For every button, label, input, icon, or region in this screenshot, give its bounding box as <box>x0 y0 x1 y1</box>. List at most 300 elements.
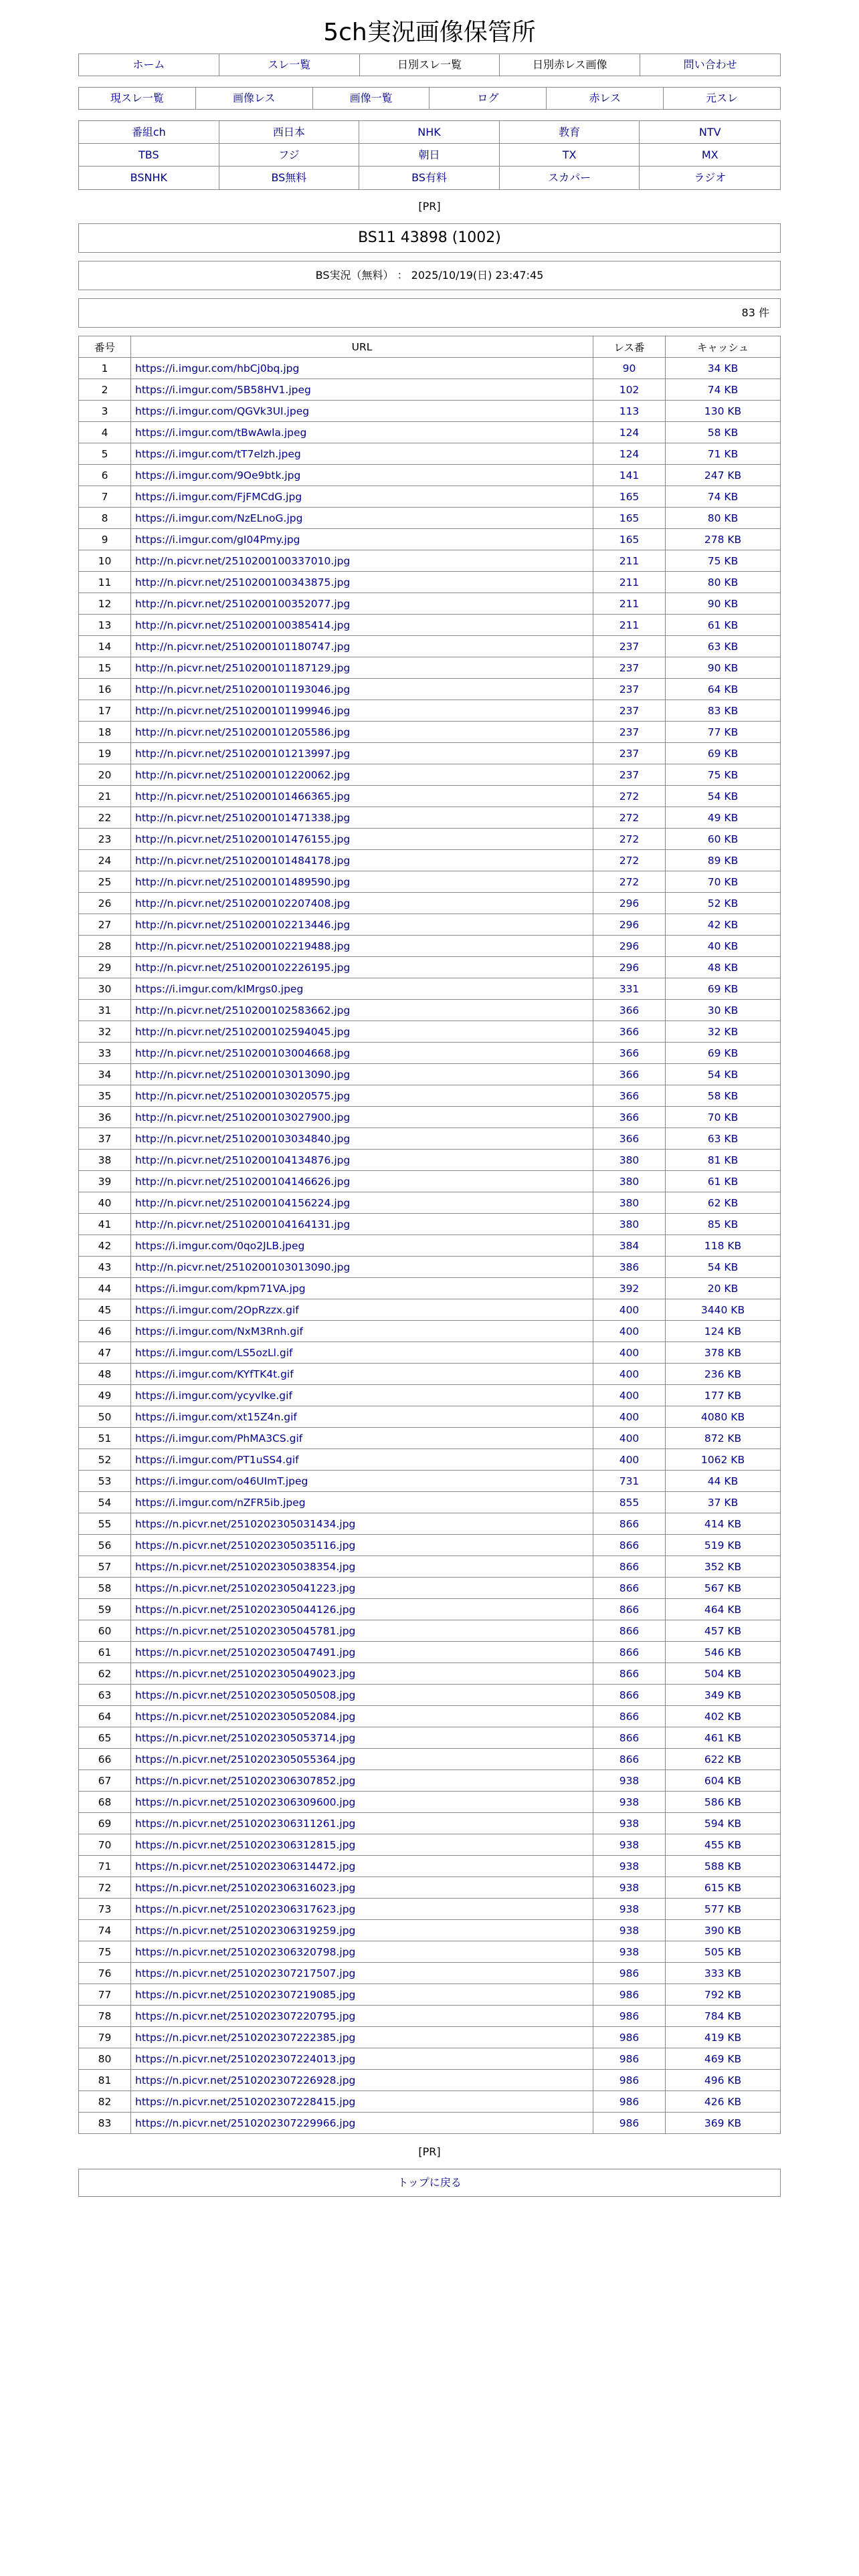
row-res-link[interactable]: 392 <box>619 1282 640 1295</box>
channel-link[interactable]: 番組ch <box>131 126 166 138</box>
row-cache-link[interactable]: 464 KB <box>704 1603 742 1616</box>
row-cache-link[interactable]: 496 KB <box>704 2074 742 2086</box>
row-url-link[interactable]: https://n.picvr.net/2510202307224013.jpg <box>135 2052 356 2065</box>
row-res-link[interactable]: 366 <box>619 1025 640 1038</box>
row-cache-link[interactable]: 872 KB <box>704 1432 742 1444</box>
row-url-link[interactable]: http://n.picvr.net/2510200102583662.jpg <box>135 1004 351 1016</box>
row-cache-link[interactable]: 61 KB <box>707 1175 739 1188</box>
subnav-image-res-link[interactable]: 画像レス <box>232 92 276 104</box>
row-res-link[interactable]: 986 <box>619 2095 640 2108</box>
row-url-link[interactable]: http://n.picvr.net/2510200103027900.jpg <box>135 1111 351 1123</box>
row-cache-link[interactable]: 74 KB <box>707 383 739 396</box>
row-res-link[interactable]: 866 <box>619 1624 640 1637</box>
row-url-link[interactable]: https://n.picvr.net/2510202305031434.jpg <box>135 1517 356 1530</box>
row-url-link[interactable]: https://i.imgur.com/KYfTK4t.gif <box>135 1368 294 1380</box>
row-cache-link[interactable]: 71 KB <box>707 447 739 460</box>
row-res-link[interactable]: 938 <box>619 1903 640 1915</box>
row-cache-link[interactable]: 85 KB <box>707 1218 739 1230</box>
row-res-link[interactable]: 986 <box>619 2074 640 2086</box>
row-res-link[interactable]: 366 <box>619 1047 640 1059</box>
channel-cell[interactable] <box>79 167 219 189</box>
row-url-link[interactable]: https://n.picvr.net/2510202306312815.jpg <box>135 1838 356 1851</box>
row-res-link[interactable]: 938 <box>619 1796 640 1808</box>
row-url-link[interactable]: http://n.picvr.net/2510200101193046.jpg <box>135 683 351 695</box>
row-url-link[interactable]: http://n.picvr.net/2510200101476155.jpg <box>135 833 351 845</box>
row-url-link[interactable]: http://n.picvr.net/2510200101484178.jpg <box>135 854 351 867</box>
row-url-link[interactable]: https://i.imgur.com/QGVk3UI.jpeg <box>135 405 310 417</box>
row-res-link[interactable]: 400 <box>619 1325 640 1337</box>
row-res-link[interactable]: 400 <box>619 1303 640 1316</box>
row-url-link[interactable]: https://n.picvr.net/2510202305041223.jpg <box>135 1582 356 1594</box>
row-cache-link[interactable]: 577 KB <box>704 1903 742 1915</box>
row-res-link[interactable]: 296 <box>619 961 640 974</box>
row-res-link[interactable]: 380 <box>619 1175 640 1188</box>
row-cache-link[interactable]: 75 KB <box>707 554 739 567</box>
channel-link[interactable]: 西日本 <box>272 126 305 138</box>
row-res-link[interactable]: 938 <box>619 1881 640 1894</box>
row-res-link[interactable]: 296 <box>619 897 640 909</box>
channel-link[interactable]: NHK <box>417 126 441 138</box>
row-url-link[interactable]: https://i.imgur.com/9Oe9btk.jpg <box>135 469 301 481</box>
row-cache-link[interactable]: 61 KB <box>707 619 739 631</box>
row-cache-link[interactable]: 615 KB <box>704 1881 742 1894</box>
row-url-link[interactable]: https://n.picvr.net/2510202307229966.jpg <box>135 2117 356 2129</box>
row-res-link[interactable]: 237 <box>619 768 640 781</box>
row-url-link[interactable]: https://n.picvr.net/2510202307228415.jpg <box>135 2095 356 2108</box>
row-cache-link[interactable]: 69 KB <box>707 982 739 995</box>
row-cache-link[interactable]: 60 KB <box>707 833 739 845</box>
row-res-link[interactable]: 866 <box>619 1603 640 1616</box>
row-res-link[interactable]: 986 <box>619 1967 640 1979</box>
row-url-link[interactable]: http://n.picvr.net/2510200103013090.jpg <box>135 1068 351 1081</box>
row-url-link[interactable]: https://n.picvr.net/2510202306320798.jpg <box>135 1945 356 1958</box>
channel-link[interactable]: フジ <box>278 148 300 161</box>
row-url-link[interactable]: https://n.picvr.net/2510202305044126.jpg <box>135 1603 356 1616</box>
row-url-link[interactable]: http://n.picvr.net/2510200104156224.jpg <box>135 1196 351 1209</box>
row-url-link[interactable]: http://n.picvr.net/2510200101199946.jpg <box>135 704 351 717</box>
row-url-link[interactable]: https://n.picvr.net/2510202307222385.jpg <box>135 2031 356 2044</box>
row-cache-link[interactable]: 77 KB <box>707 726 739 738</box>
row-res-link[interactable]: 237 <box>619 683 640 695</box>
back-to-top[interactable] <box>78 2169 781 2197</box>
row-res-link[interactable]: 237 <box>619 704 640 717</box>
channel-cell[interactable] <box>359 121 500 144</box>
row-res-link[interactable]: 938 <box>619 1924 640 1937</box>
row-cache-link[interactable]: 455 KB <box>704 1838 742 1851</box>
channel-link[interactable]: BS無料 <box>271 171 307 184</box>
row-url-link[interactable]: http://n.picvr.net/2510200101205586.jpg <box>135 726 351 738</box>
row-url-link[interactable]: https://i.imgur.com/LS5ozLl.gif <box>135 1346 293 1359</box>
channel-link[interactable]: 教育 <box>559 126 581 138</box>
row-cache-link[interactable]: 54 KB <box>707 1068 739 1081</box>
row-cache-link[interactable]: 349 KB <box>704 1689 742 1701</box>
row-cache-link[interactable]: 44 KB <box>707 1475 739 1487</box>
row-url-link[interactable]: http://n.picvr.net/2510200101466365.jpg <box>135 790 351 802</box>
row-res-link[interactable]: 165 <box>619 512 640 524</box>
row-res-link[interactable]: 272 <box>619 833 640 845</box>
subnav-red-res-link[interactable]: 赤レス <box>589 92 621 104</box>
row-url-link[interactable]: https://n.picvr.net/2510202307219085.jpg <box>135 1988 356 2001</box>
row-url-link[interactable]: https://n.picvr.net/2510202306319259.jpg <box>135 1924 356 1937</box>
nav-contact-link[interactable]: 問い合わせ <box>683 58 737 71</box>
row-url-link[interactable]: https://n.picvr.net/2510202305047491.jpg <box>135 1646 356 1658</box>
row-url-link[interactable]: http://n.picvr.net/2510200100337010.jpg <box>135 554 351 567</box>
channel-cell[interactable] <box>640 167 780 189</box>
row-res-link[interactable]: 272 <box>619 854 640 867</box>
row-cache-link[interactable]: 34 KB <box>707 362 739 374</box>
row-res-link[interactable]: 165 <box>619 533 640 546</box>
row-url-link[interactable]: http://n.picvr.net/2510200101220062.jpg <box>135 768 351 781</box>
subnav-image-list[interactable] <box>313 88 430 109</box>
row-url-link[interactable]: https://n.picvr.net/2510202305050508.jpg <box>135 1689 356 1701</box>
row-res-link[interactable]: 296 <box>619 918 640 931</box>
row-cache-link[interactable]: 75 KB <box>707 768 739 781</box>
row-url-link[interactable]: https://i.imgur.com/tBwAwla.jpeg <box>135 426 307 439</box>
row-url-link[interactable]: http://n.picvr.net/2510200101213997.jpg <box>135 747 351 760</box>
row-cache-link[interactable]: 118 KB <box>704 1239 742 1252</box>
channel-link[interactable]: TX <box>562 148 577 161</box>
row-cache-link[interactable]: 784 KB <box>704 2010 742 2022</box>
row-cache-link[interactable]: 594 KB <box>704 1817 742 1830</box>
row-url-link[interactable]: https://n.picvr.net/2510202305045781.jpg <box>135 1624 356 1637</box>
channel-cell[interactable] <box>79 121 219 144</box>
row-cache-link[interactable]: 64 KB <box>707 683 739 695</box>
subnav-original-thread[interactable] <box>664 88 780 109</box>
channel-cell[interactable] <box>500 144 640 167</box>
row-res-link[interactable]: 986 <box>619 2031 640 2044</box>
row-url-link[interactable]: https://n.picvr.net/2510202307220795.jpg <box>135 2010 356 2022</box>
row-url-link[interactable]: http://n.picvr.net/2510200102207408.jpg <box>135 897 351 909</box>
row-cache-link[interactable]: 414 KB <box>704 1517 742 1530</box>
row-res-link[interactable]: 366 <box>619 1068 640 1081</box>
row-res-link[interactable]: 380 <box>619 1154 640 1166</box>
row-cache-link[interactable]: 69 KB <box>707 747 739 760</box>
row-cache-link[interactable]: 40 KB <box>707 940 739 952</box>
row-cache-link[interactable]: 80 KB <box>707 512 739 524</box>
row-url-link[interactable]: https://i.imgur.com/gI04Pmy.jpg <box>135 533 300 546</box>
row-url-link[interactable]: http://n.picvr.net/2510200100343875.jpg <box>135 576 351 588</box>
row-url-link[interactable]: http://n.picvr.net/2510200100385414.jpg <box>135 619 351 631</box>
row-url-link[interactable]: https://i.imgur.com/NxM3Rnh.gif <box>135 1325 304 1337</box>
row-url-link[interactable]: https://n.picvr.net/2510202306307852.jpg <box>135 1774 356 1787</box>
row-cache-link[interactable]: 519 KB <box>704 1539 742 1551</box>
row-cache-link[interactable]: 70 KB <box>707 1111 739 1123</box>
row-res-link[interactable]: 938 <box>619 1838 640 1851</box>
row-cache-link[interactable]: 419 KB <box>704 2031 742 2044</box>
row-url-link[interactable]: https://i.imgur.com/NzELnoG.jpg <box>135 512 303 524</box>
row-cache-link[interactable]: 177 KB <box>704 1389 742 1402</box>
row-url-link[interactable]: https://i.imgur.com/o46UImT.jpeg <box>135 1475 308 1487</box>
row-res-link[interactable]: 113 <box>619 405 640 417</box>
row-url-link[interactable]: http://n.picvr.net/2510200101180747.jpg <box>135 640 351 653</box>
row-cache-link[interactable]: 236 KB <box>704 1368 742 1380</box>
row-cache-link[interactable]: 54 KB <box>707 1261 739 1273</box>
row-url-link[interactable]: http://n.picvr.net/2510200101471338.jpg <box>135 811 351 824</box>
row-url-link[interactable]: http://n.picvr.net/2510200103013090.jpg <box>135 1261 351 1273</box>
row-cache-link[interactable]: 83 KB <box>707 704 739 717</box>
row-res-link[interactable]: 366 <box>619 1132 640 1145</box>
row-url-link[interactable]: http://n.picvr.net/2510200103004668.jpg <box>135 1047 351 1059</box>
row-cache-link[interactable]: 37 KB <box>707 1496 739 1509</box>
row-url-link[interactable]: https://n.picvr.net/2510202305053714.jpg <box>135 1731 356 1744</box>
row-cache-link[interactable]: 74 KB <box>707 490 739 503</box>
row-res-link[interactable]: 237 <box>619 640 640 653</box>
row-res-link[interactable]: 938 <box>619 1817 640 1830</box>
row-url-link[interactable]: https://i.imgur.com/nZFR5ib.jpeg <box>135 1496 306 1509</box>
row-url-link[interactable]: https://i.imgur.com/PT1uSS4.gif <box>135 1453 299 1466</box>
subnav-log[interactable] <box>430 88 547 109</box>
row-cache-link[interactable]: 54 KB <box>707 790 739 802</box>
table-cell <box>79 1727 131 1749</box>
row-url-link[interactable]: https://i.imgur.com/2OpRzzx.gif <box>135 1303 299 1316</box>
row-url-link[interactable]: http://n.picvr.net/2510200103034840.jpg <box>135 1132 351 1145</box>
row-res-link[interactable]: 400 <box>619 1368 640 1380</box>
row-cache-link[interactable]: 586 KB <box>704 1796 742 1808</box>
nav-home[interactable] <box>79 54 219 76</box>
row-url-link[interactable]: https://n.picvr.net/2510202306316023.jpg <box>135 1881 356 1894</box>
row-url-link[interactable]: https://n.picvr.net/2510202306317623.jpg <box>135 1903 356 1915</box>
row-cache-link[interactable]: 426 KB <box>704 2095 742 2108</box>
row-url-link[interactable]: https://i.imgur.com/ycyvlke.gif <box>135 1389 292 1402</box>
row-cache-link[interactable]: 504 KB <box>704 1667 742 1680</box>
row-url-link[interactable]: https://n.picvr.net/2510202305049023.jpg <box>135 1667 356 1680</box>
row-cache-link[interactable]: 402 KB <box>704 1710 742 1723</box>
row-url-link[interactable]: http://n.picvr.net/2510200104164131.jpg <box>135 1218 351 1230</box>
row-cache-link[interactable]: 333 KB <box>704 1967 742 1979</box>
row-url-link[interactable]: http://n.picvr.net/2510200102219488.jpg <box>135 940 351 952</box>
subnav-log-link[interactable]: ログ <box>477 92 499 104</box>
row-cache-link[interactable]: 622 KB <box>704 1753 742 1765</box>
row-cache-link[interactable]: 604 KB <box>704 1774 742 1787</box>
row-url-link[interactable]: https://n.picvr.net/2510202307226928.jpg <box>135 2074 356 2086</box>
row-res-link[interactable]: 124 <box>619 447 640 460</box>
row-res-link[interactable]: 296 <box>619 940 640 952</box>
row-url-link[interactable]: http://n.picvr.net/2510200101489590.jpg <box>135 875 351 888</box>
channel-cell[interactable] <box>219 167 360 189</box>
row-url-link[interactable]: https://n.picvr.net/2510202306309600.jpg <box>135 1796 356 1808</box>
channel-cell[interactable] <box>640 144 780 167</box>
row-url-link[interactable]: http://n.picvr.net/2510200102594045.jpg <box>135 1025 351 1038</box>
channel-link[interactable]: スカパー <box>548 171 591 184</box>
row-res-link[interactable]: 366 <box>619 1089 640 1102</box>
row-cache-link[interactable]: 80 KB <box>707 576 739 588</box>
row-cache-link[interactable]: 62 KB <box>707 1196 739 1209</box>
subnav-current-threads[interactable] <box>79 88 196 109</box>
row-cache-link[interactable]: 58 KB <box>707 426 739 439</box>
row-cache-link[interactable]: 461 KB <box>704 1731 742 1744</box>
nav-thread-list-link[interactable]: スレ一覧 <box>268 58 311 71</box>
row-res-link[interactable]: 380 <box>619 1218 640 1230</box>
row-res-link[interactable]: 986 <box>619 2117 640 2129</box>
channel-cell[interactable] <box>500 167 640 189</box>
row-url-link[interactable]: https://n.picvr.net/2510202306311261.jpg <box>135 1817 356 1830</box>
row-url-link[interactable]: http://n.picvr.net/2510200104134876.jpg <box>135 1154 351 1166</box>
row-res-link[interactable]: 938 <box>619 1860 640 1872</box>
row-res-link[interactable]: 384 <box>619 1239 640 1252</box>
row-cache-link[interactable]: 567 KB <box>704 1582 742 1594</box>
subnav-image-list-link[interactable]: 画像一覧 <box>349 92 393 104</box>
row-res-link[interactable]: 237 <box>619 661 640 674</box>
row-cache-link[interactable]: 588 KB <box>704 1860 742 1872</box>
row-cache-link[interactable]: 352 KB <box>704 1560 742 1573</box>
row-res-link[interactable]: 237 <box>619 726 640 738</box>
row-res-link[interactable]: 866 <box>619 1731 640 1744</box>
row-res-link[interactable]: 866 <box>619 1710 640 1723</box>
row-url-link[interactable]: https://n.picvr.net/2510202306314472.jpg <box>135 1860 356 1872</box>
row-res-link[interactable]: 366 <box>619 1111 640 1123</box>
row-res-link[interactable]: 272 <box>619 811 640 824</box>
row-res-link[interactable]: 211 <box>619 576 640 588</box>
row-res-link[interactable]: 400 <box>619 1432 640 1444</box>
row-cache-link[interactable]: 49 KB <box>707 811 739 824</box>
row-res-link[interactable]: 866 <box>619 1689 640 1701</box>
channel-cell[interactable] <box>219 121 360 144</box>
row-res-link[interactable]: 211 <box>619 554 640 567</box>
channel-link[interactable]: MX <box>701 148 719 161</box>
subnav-original-thread-link[interactable]: 元スレ <box>706 92 739 104</box>
row-res-link[interactable]: 986 <box>619 2052 640 2065</box>
channel-cell[interactable] <box>359 144 500 167</box>
channel-link[interactable]: BS有料 <box>411 171 447 184</box>
row-url-link[interactable]: https://i.imgur.com/xt15Z4n.gif <box>135 1410 297 1423</box>
row-cache-link[interactable]: 124 KB <box>704 1325 742 1337</box>
row-res-link[interactable]: 386 <box>619 1261 640 1273</box>
row-res-link[interactable]: 866 <box>619 1646 640 1658</box>
row-res-link[interactable]: 165 <box>619 490 640 503</box>
subnav-red-res[interactable] <box>547 88 664 109</box>
row-res-link[interactable]: 272 <box>619 875 640 888</box>
row-res-link[interactable]: 272 <box>619 790 640 802</box>
row-res-link[interactable]: 380 <box>619 1196 640 1209</box>
channel-link[interactable]: TBS <box>138 148 159 161</box>
row-url-link[interactable]: https://i.imgur.com/0qo2JLB.jpeg <box>135 1239 305 1252</box>
row-url-link[interactable]: https://n.picvr.net/2510202305038354.jpg <box>135 1560 356 1573</box>
row-url-link[interactable]: http://n.picvr.net/2510200101187129.jpg <box>135 661 351 674</box>
channel-link[interactable]: NTV <box>698 126 721 138</box>
row-url-link[interactable]: https://n.picvr.net/2510202305035116.jpg <box>135 1539 356 1551</box>
row-res-link[interactable]: 986 <box>619 1988 640 2001</box>
nav-thread-list[interactable] <box>219 54 360 76</box>
nav-contact[interactable] <box>640 54 780 76</box>
row-cache-link[interactable]: 90 KB <box>707 597 739 610</box>
row-cache-link[interactable]: 30 KB <box>707 1004 739 1016</box>
row-res-link[interactable]: 211 <box>619 597 640 610</box>
row-cache-link[interactable]: 20 KB <box>707 1282 739 1295</box>
row-cache-link[interactable]: 1062 KB <box>700 1453 745 1466</box>
row-url-link[interactable]: http://n.picvr.net/2510200102213446.jpg <box>135 918 351 931</box>
row-cache-link[interactable]: 69 KB <box>707 1047 739 1059</box>
row-url-link[interactable]: https://i.imgur.com/tT7elzh.jpeg <box>135 447 301 460</box>
row-cache-link[interactable]: 63 KB <box>707 1132 739 1145</box>
row-res-link[interactable]: 211 <box>619 619 640 631</box>
row-res-link[interactable]: 938 <box>619 1774 640 1787</box>
row-cache-link[interactable]: 247 KB <box>704 469 742 481</box>
row-url-link[interactable]: https://i.imgur.com/PhMA3CS.gif <box>135 1432 303 1444</box>
row-cache-link[interactable]: 469 KB <box>704 2052 742 2065</box>
row-res-link[interactable]: 400 <box>619 1346 640 1359</box>
row-cache-link[interactable]: 32 KB <box>707 1025 739 1038</box>
channel-link[interactable]: BSNHK <box>130 171 167 184</box>
channel-cell[interactable] <box>500 121 640 144</box>
row-cache-link[interactable]: 52 KB <box>707 897 739 909</box>
channel-cell[interactable] <box>219 144 360 167</box>
subnav-current-threads-link[interactable]: 現スレ一覧 <box>110 92 164 104</box>
channel-cell[interactable] <box>640 121 780 144</box>
row-res-link[interactable]: 986 <box>619 2010 640 2022</box>
row-cache-link[interactable]: 58 KB <box>707 1089 739 1102</box>
row-url-link[interactable]: https://i.imgur.com/hbCj0bq.jpg <box>135 362 300 374</box>
row-res-link[interactable]: 731 <box>619 1475 640 1487</box>
row-res-link[interactable]: 866 <box>619 1753 640 1765</box>
row-res-link[interactable]: 938 <box>619 1945 640 1958</box>
row-res-link[interactable]: 124 <box>619 426 640 439</box>
row-cache-link[interactable]: 89 KB <box>707 854 739 867</box>
row-cache-link[interactable]: 90 KB <box>707 661 739 674</box>
row-res-link[interactable]: 102 <box>619 383 640 396</box>
row-res-link[interactable]: 866 <box>619 1517 640 1530</box>
row-res-link[interactable]: 855 <box>619 1496 640 1509</box>
row-res-link[interactable]: 400 <box>619 1453 640 1466</box>
row-url-link[interactable]: https://n.picvr.net/2510202305055364.jpg <box>135 1753 356 1765</box>
row-res-link[interactable]: 866 <box>619 1582 640 1594</box>
row-res-link[interactable]: 237 <box>619 747 640 760</box>
row-url-link[interactable]: https://n.picvr.net/2510202305052084.jpg <box>135 1710 356 1723</box>
row-url-link[interactable]: https://i.imgur.com/kIMrgs0.jpeg <box>135 982 304 995</box>
row-url-link[interactable]: https://i.imgur.com/5B58HV1.jpeg <box>135 383 311 396</box>
row-url-link[interactable]: http://n.picvr.net/2510200103020575.jpg <box>135 1089 351 1102</box>
row-cache-link[interactable]: 546 KB <box>704 1646 742 1658</box>
row-res-link[interactable]: 866 <box>619 1667 640 1680</box>
row-res-link[interactable]: 400 <box>619 1410 640 1423</box>
row-cache-link[interactable]: 457 KB <box>704 1624 742 1637</box>
row-res-link[interactable]: 141 <box>619 469 640 481</box>
row-res-link[interactable]: 331 <box>619 982 640 995</box>
row-cache-link[interactable]: 390 KB <box>704 1924 742 1937</box>
row-res-link[interactable]: 400 <box>619 1389 640 1402</box>
row-cache-link[interactable]: 792 KB <box>704 1988 742 2001</box>
subnav-image-res[interactable] <box>196 88 313 109</box>
row-cache-link[interactable]: 505 KB <box>704 1945 742 1958</box>
row-res-link[interactable]: 366 <box>619 1004 640 1016</box>
row-cache-link[interactable]: 378 KB <box>704 1346 742 1359</box>
row-url-link[interactable]: http://n.picvr.net/2510200102226195.jpg <box>135 961 351 974</box>
row-url-link[interactable]: https://i.imgur.com/FjFMCdG.jpg <box>135 490 302 503</box>
row-url-link[interactable]: https://n.picvr.net/2510202307217507.jpg <box>135 1967 356 1979</box>
back-to-top-link[interactable]: トップに戻る <box>397 2176 462 2189</box>
channel-cell[interactable] <box>359 167 500 189</box>
channel-cell[interactable] <box>79 144 219 167</box>
nav-home-link[interactable]: ホーム <box>132 58 165 71</box>
channel-link[interactable]: ラジオ <box>694 171 727 184</box>
row-cache-link[interactable]: 278 KB <box>704 533 742 546</box>
row-res-link[interactable]: 866 <box>619 1560 640 1573</box>
row-url-link[interactable]: https://i.imgur.com/kpm71VA.jpg <box>135 1282 306 1295</box>
row-cache-link[interactable]: 48 KB <box>707 961 739 974</box>
row-cache-link[interactable]: 42 KB <box>707 918 739 931</box>
row-cache-link[interactable]: 369 KB <box>704 2117 742 2129</box>
row-url-link[interactable]: http://n.picvr.net/2510200100352077.jpg <box>135 597 351 610</box>
row-cache-link[interactable]: 70 KB <box>707 875 739 888</box>
row-url-link[interactable]: http://n.picvr.net/2510200104146626.jpg <box>135 1175 351 1188</box>
row-cache-link[interactable]: 63 KB <box>707 640 739 653</box>
row-res-link[interactable]: 866 <box>619 1539 640 1551</box>
row-cache-link[interactable]: 81 KB <box>707 1154 739 1166</box>
channel-link[interactable]: 朝日 <box>418 148 440 161</box>
row-cache-link[interactable]: 3440 KB <box>700 1303 745 1316</box>
row-cache-link[interactable]: 130 KB <box>704 405 742 417</box>
row-res-link[interactable]: 90 <box>622 362 636 374</box>
row-cache-link[interactable]: 4080 KB <box>700 1410 745 1423</box>
